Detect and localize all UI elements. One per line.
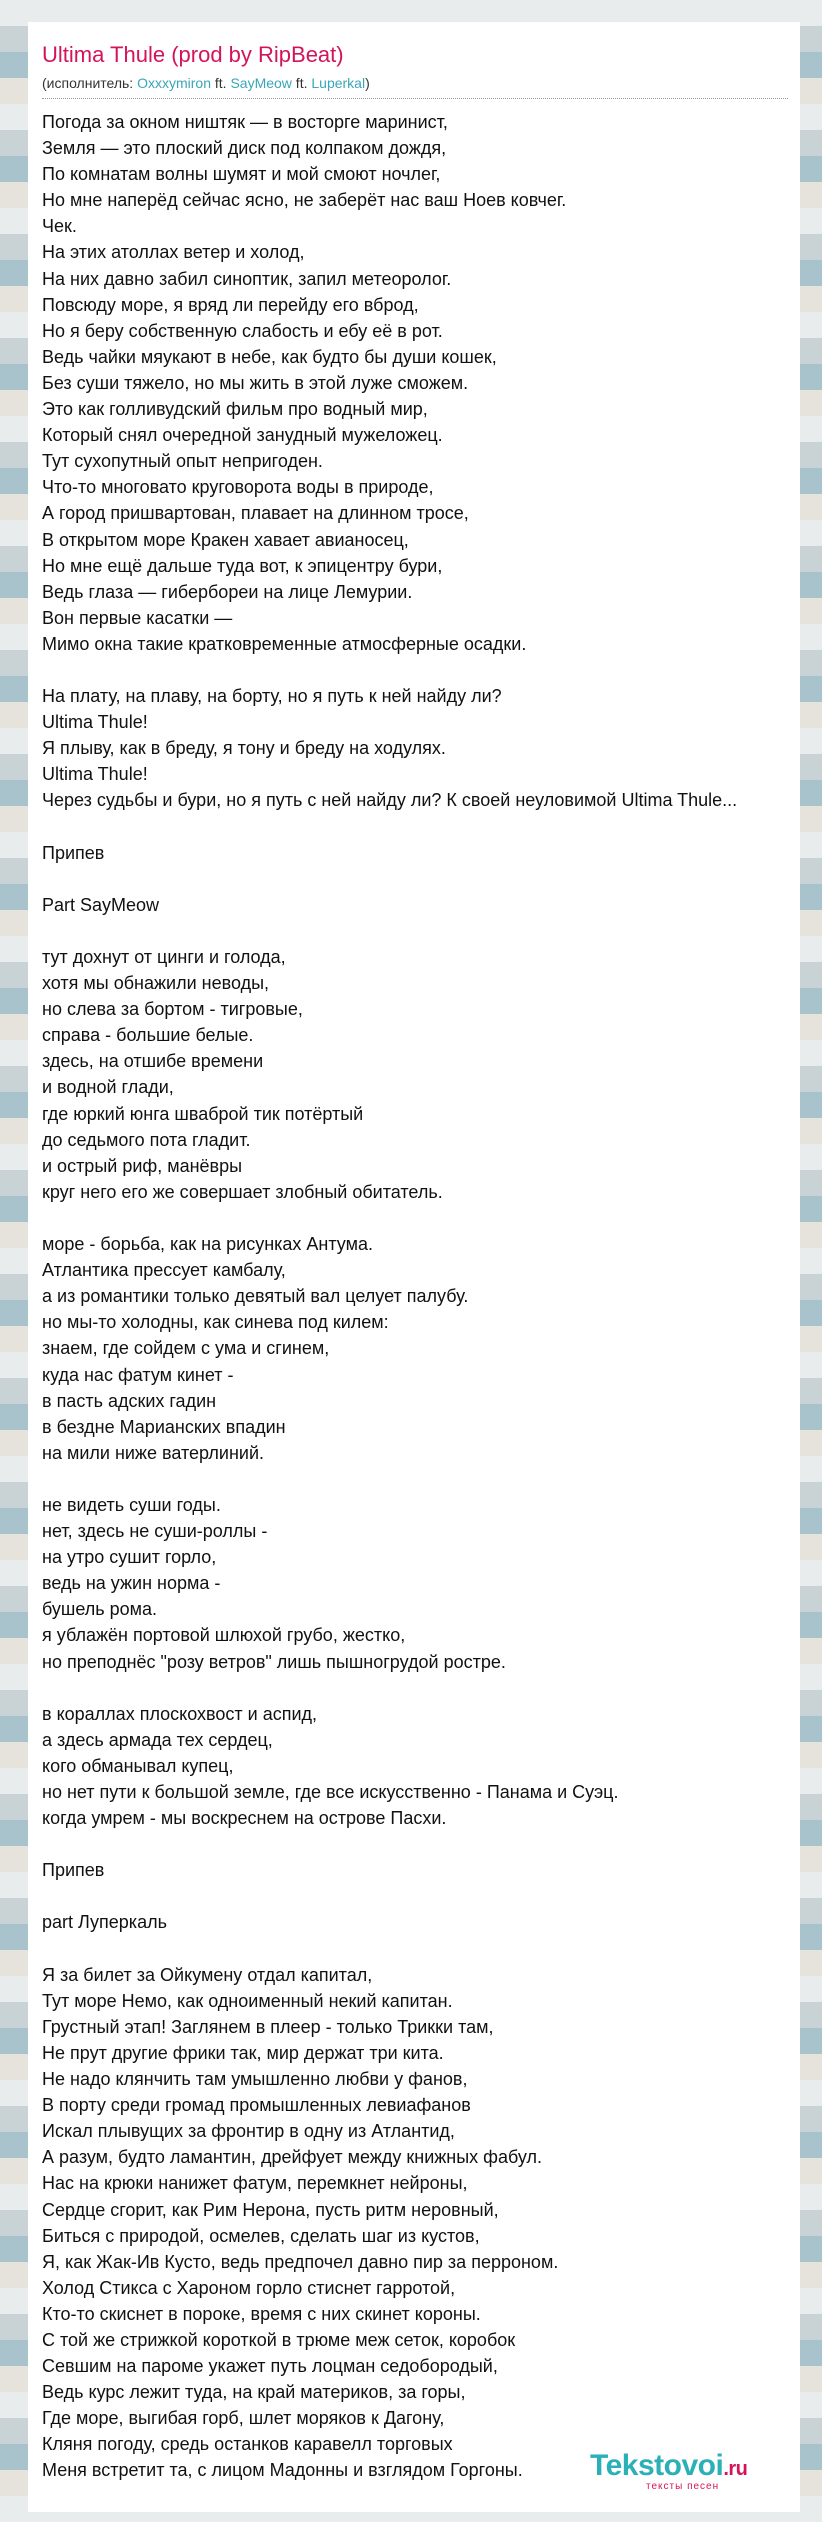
artist-link-saymeow[interactable]: SayMeow: [230, 75, 292, 91]
logo-main: Tekstovoi: [590, 2449, 724, 2482]
artist-link-oxxxymiron[interactable]: Oxxxymiron: [137, 75, 211, 91]
artist-line: [42, 74, 788, 99]
logo-tld: .ru: [723, 2458, 748, 2480]
song-title: Ultima Thule (prod by RipBeat): [42, 42, 344, 67]
artist-suffix: ): [365, 75, 370, 91]
artist-prefix: (исполнитель:: [42, 75, 138, 91]
lyrics-card: [28, 22, 800, 2512]
artist-separator: ft.: [211, 75, 231, 91]
artist-separator: ft.: [291, 75, 312, 91]
site-logo[interactable]: [560, 2443, 800, 2497]
logo-wordmark: [590, 2449, 747, 2483]
artist-link-luperkal[interactable]: Luperkal: [311, 75, 366, 91]
lyrics-text: Погода за окном ништяк — в восторге маринист, Земля — это плоский диск под колпаком дождя, По комнатам волны шумят и мой смоют ночлег, Но мне наперёд сейчас ясно, не заберёт нас ваш Ноев ковчег. Чек. На этих атоллах ветер и холод, На них давно забил синоптик, запил метеоролог. Повсюду море, я вряд ли перейду его вброд, Но я беру собственную слабость и ебу её в рот. Ведь чайки мяукают в небе, как будто бы души кошек, Без суши тяжело, но мы жить в этой луже сможем. Это как голливудский фильм про водный мир, Который снял очередной занудный мужеложец. Тут сухопутный опыт непригоден. Что-то многовато круговорота воды в природе, А город пришвартован, плавает на длинном тросе, В открытом море Кракен хавает авианосец, Но мне ещё дальше туда вот, к эпицентру бури, Ведь глаза — гибербореи на лице Лемурии. Вон первые касатки — Мимо окна такие кратковременные атмосферные осадки. На плату, на плаву, на борту, но я путь к ней найду ли? Ultima Thule! Я плыву, как в бреду, я тону и бреду на ходулях. Ultima Thule! Через судьбы и бури, но я путь с ней найду ли? К своей неуловимой Ultima Thule... Припев Part SayMeow тут дохнут от цинги и голода, хотя мы обнажили неводы, но слева за бортом - тигровые, справа - большие белые. здесь, на отшибе времени и водной глади, где юркий юнга шваброй тик потёртый до седьмого пота гладит. и острый риф, манёвры круг него его же совершает злобный обитатель. море - борьба, как на рисунках Антума. Атлантика прессует камбалу, а из романтики только девятый вал целует палубу. но мы-то холодны, как синева под килем: знаем, где сойдем с ума и сгинем, куда нас фатум кинет - в пасть адских гадин в бездне Марианских впадин на мили ниже ватерлиний. не видеть суши годы. нет, здесь не суши-роллы - на утро сушит горло, ведь на ужин норма - бушель рома. я ублажён портовой шлюхой грубо, жестко, но преподнёс "розу ветров" лишь пышногрудой ростре. в кораллах плоскохвост и аспид, а здесь армада тех сердец, кого обманывал купец, но нет пути к большой земле, где все искусственно - Панама и Суэц. когда умрем - мы воскреснем на острове Пасхи. Припев part Луперкаль Я за билет за Ойкумену отдал капитал, Тут море Немо, как одноименный некий капитан. Грустный этап! Заглянем в плеер - только Трикки там, Не прут другие фрики так, мир держат три кита. Не надо клянчить там умышленно любви у фанов, В порту среди громад промышленных левиафанов Искал плывущих за фронтир в одну из Атлантид, А разум, будто ламантин, дрейфует между книжных фабул. Нас на крюки нанижет фатум, перемкнет нейроны, Сердце сгорит, как Рим Нерона, пусть ритм неровный, Биться с природой, осмелев, сделать шаг из кустов, Я, как Жак-Ив Кусто, ведь предпочел давно пир за перроном. Холод Стикса с Хароном горло стиснет гарротой, Кто-то скиснет в пороке, время с них скинет короны. С той же стрижкой короткой в трюме меж сеток, коробок Севшим на пароме укажет путь лоцман седобородый, Ведь курс лежит туда, на край материков, за горы, Где море, выгибая горб, шлет моряков к Дагону, Кляня погоду, средь останков каравелл торговых Меня встретит та, с лицом Мадонны и взглядом Горгоны.: [42, 112, 738, 2481]
logo-tagline: тексты песен: [646, 2481, 720, 2492]
